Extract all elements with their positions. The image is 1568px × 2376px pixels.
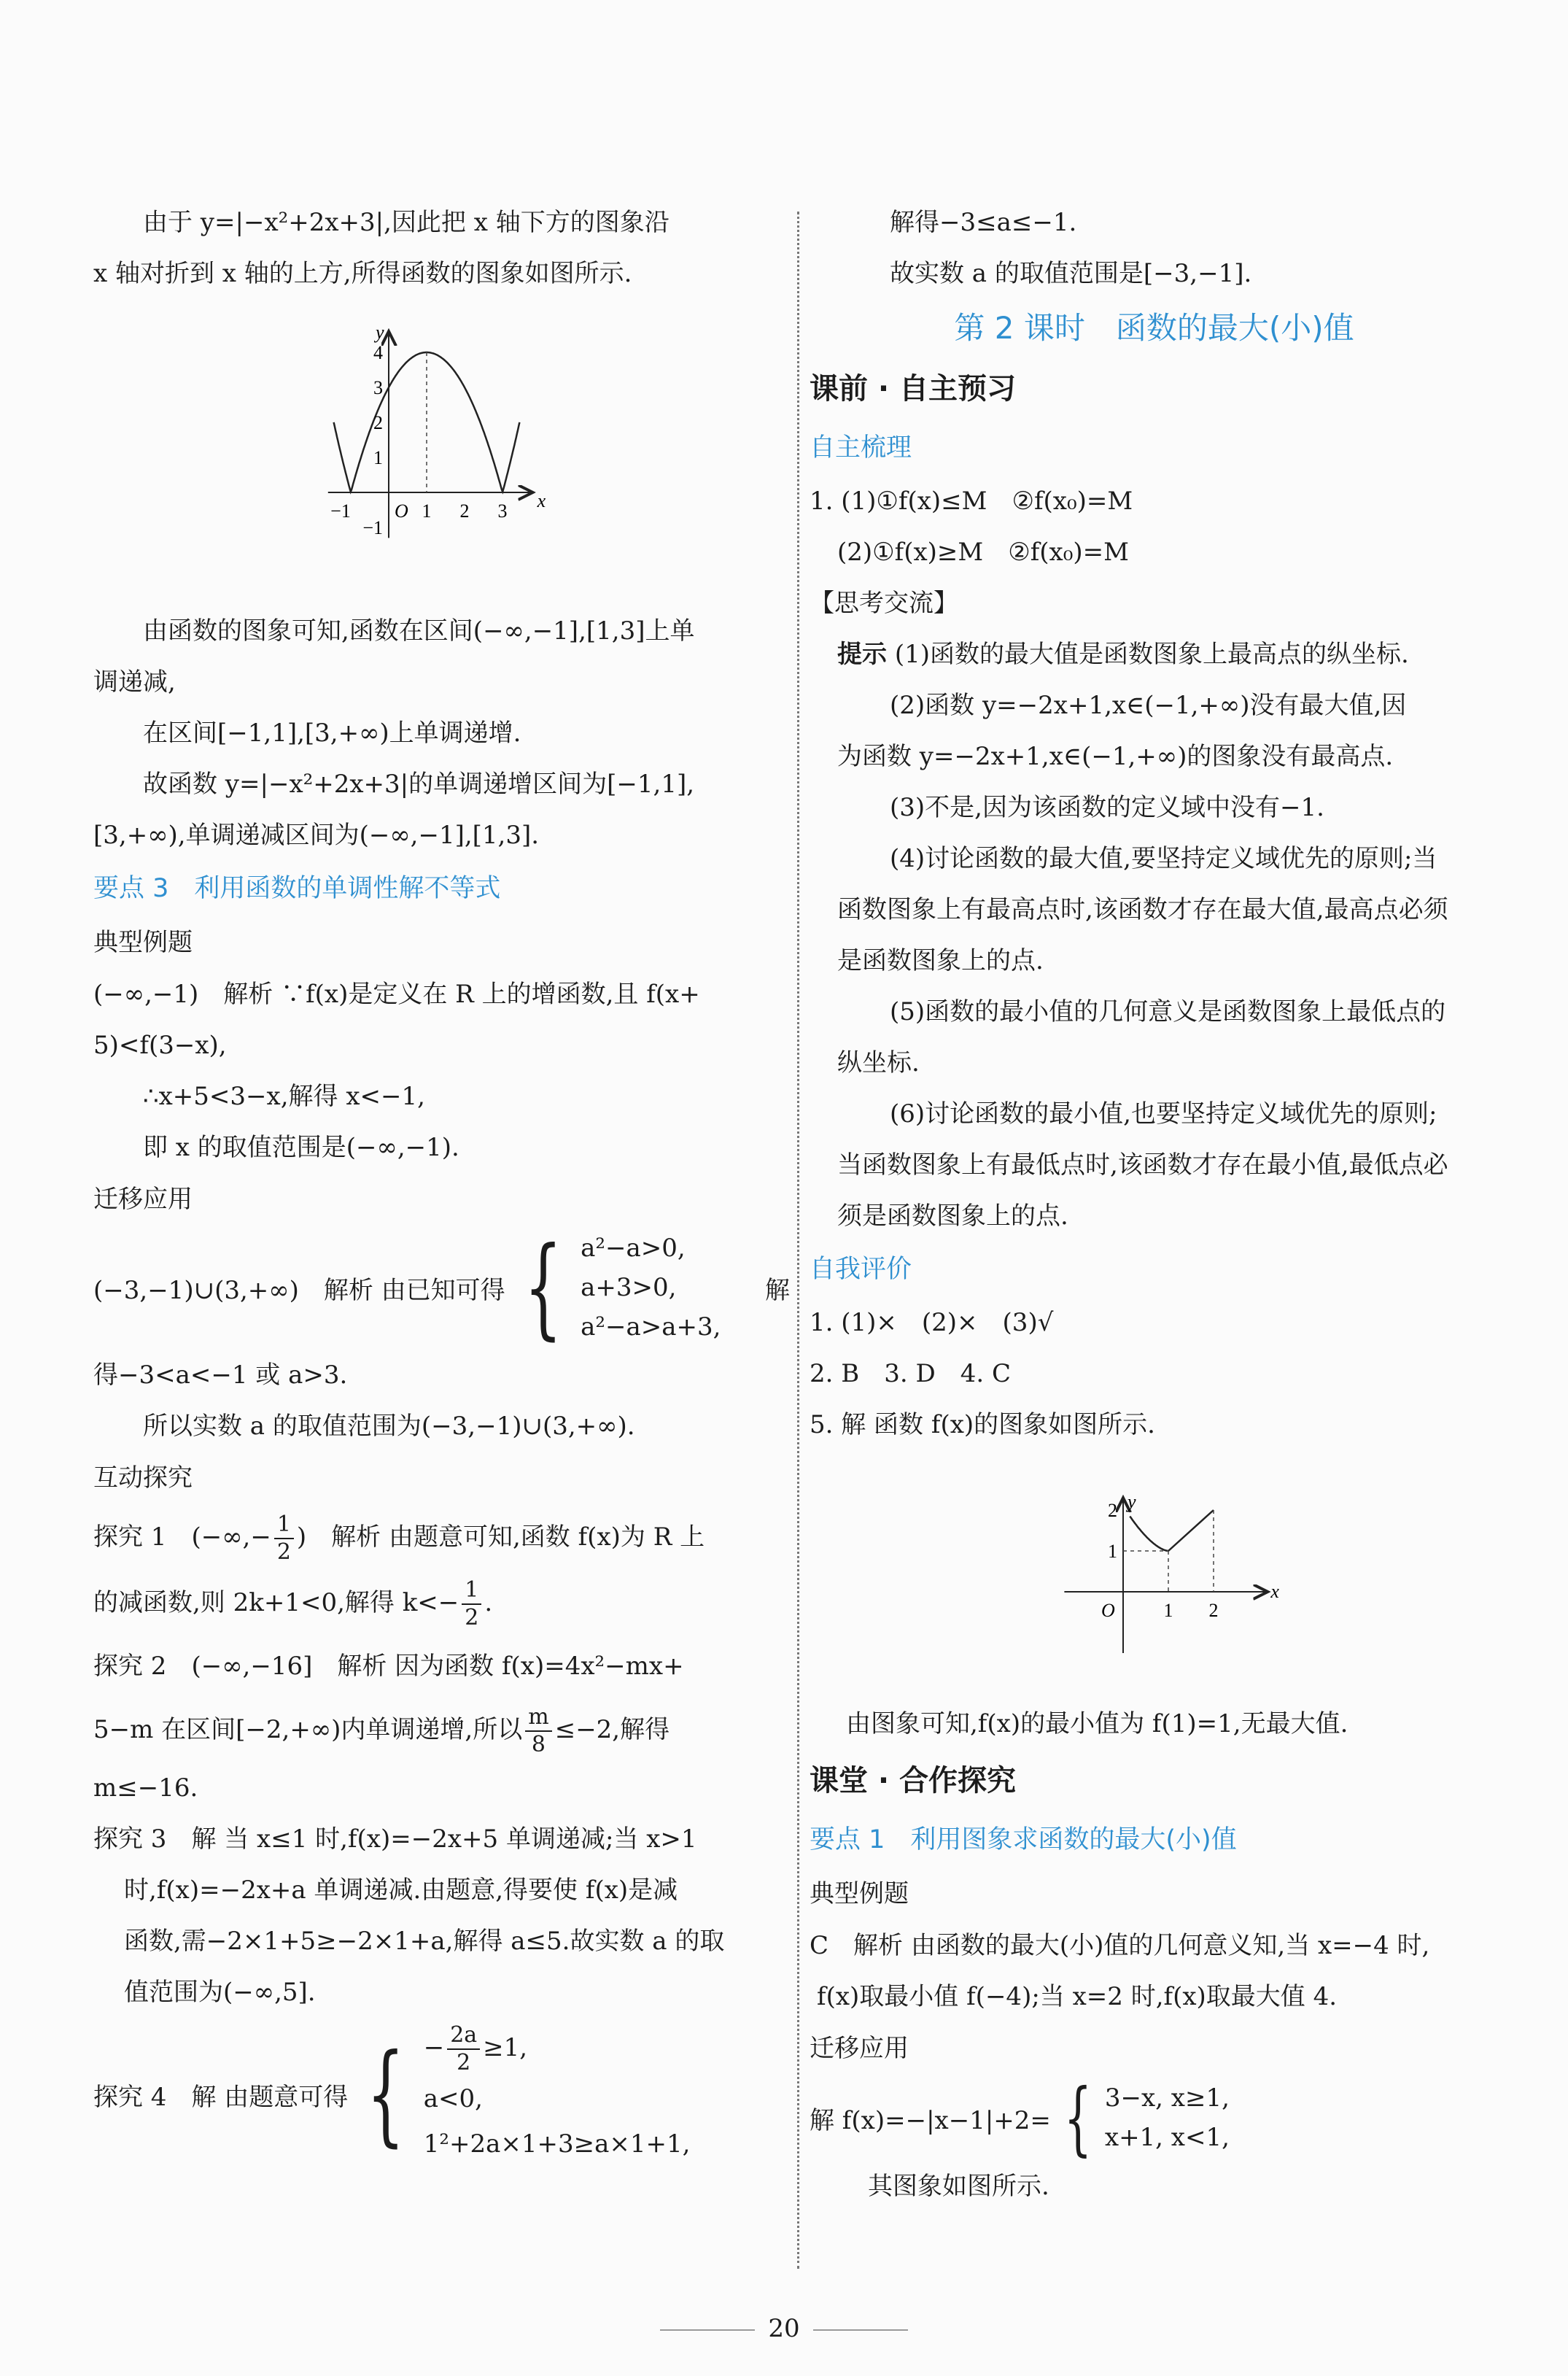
section-heading: 自主梳理 <box>810 433 912 463</box>
system-lines <box>581 1228 721 1347</box>
text-line: 当函数图象上有最低点时,该函数才存在最小值,最低点必 <box>837 1150 1448 1180</box>
text-line: 所以实数 a 的取值范围为(−3,−1)∪(3,+∞). <box>143 1412 635 1441</box>
brace: { <box>1063 2071 1092 2164</box>
text-line: 在区间[−1,1],[3,+∞)上单调递增. <box>143 719 521 748</box>
text-line: 为函数 y=−2x+1,x∈(−1,+∞)的图象没有最高点. <box>837 742 1394 771</box>
text-line: 值范围为(−∞,5]. <box>124 1978 316 2007</box>
graph2-plot <box>1064 1491 1279 1653</box>
subheading: 典型例题 <box>810 1879 909 1908</box>
fraction <box>525 1704 551 1758</box>
part-heading: 课前 · 自主预习 <box>810 372 1017 406</box>
text-line: 5)<f(3−x), <box>93 1031 227 1060</box>
text-line: f(x)取最小值 f(−4);当 x=2 时,f(x)取最大值 4. <box>817 1982 1338 2011</box>
text-line <box>93 1697 790 1762</box>
section-heading: 要点 3 利用函数的单调性解不等式 <box>93 874 501 903</box>
text-line: 故函数 y=|−x²+2x+3|的单调递增区间为[−1,1], <box>143 770 695 799</box>
origin-label: O <box>1101 1600 1115 1621</box>
text-line: 解得−3≤a≤−1. <box>890 208 1077 237</box>
graph-svg <box>93 306 790 598</box>
lesson-title: 第 2 课时 函数的最大(小)值 <box>954 310 1354 346</box>
brace: { <box>524 1224 562 1351</box>
footer-rule <box>660 2329 755 2331</box>
page-footer <box>0 2314 1568 2343</box>
graph-svg <box>810 1460 1499 1694</box>
text-span: 探究 1 (−∞,− <box>93 1522 271 1552</box>
text-line: 调递减, <box>93 667 176 697</box>
part-heading: 课堂 · 合作探究 <box>810 1764 1017 1798</box>
system-line: 3−x, x≥1, <box>1104 2083 1230 2113</box>
text-line: 5. 解 函数 f(x)的图象如图所示. <box>810 1410 1155 1439</box>
abs-quadratic-graph <box>93 306 790 598</box>
text-line: 即 x 的取值范围是(−∞,−1). <box>143 1133 459 1162</box>
origin-label: O <box>395 500 408 522</box>
text-line: m≤−16. <box>93 1773 198 1803</box>
fraction <box>447 2022 480 2076</box>
piecewise-graph <box>810 1460 1499 1694</box>
text-line: (4)讨论函数的最大值,要坚持定义域优先的原则;当 <box>890 844 1437 873</box>
text-line: 函数,需−2×1+5≥−2×1+a,解得 a≤5.故实数 a 的取 <box>124 1927 725 1956</box>
text-line <box>810 629 1499 680</box>
x-tick-label: −1 <box>330 500 351 522</box>
text-line: 探究 2 (−∞,−16] 解析 因为函数 f(x)=4x²−mx+ <box>93 1652 684 1681</box>
fraction <box>462 1577 481 1631</box>
y-tick-label: 3 <box>373 377 383 398</box>
text-line: 故实数 a 的取值范围是[−3,−1]. <box>890 259 1252 288</box>
y-axis-label: y <box>1128 1491 1136 1513</box>
numerator: 1 <box>274 1512 294 1539</box>
piecewise-definition <box>810 2071 1499 2164</box>
text-line: x 轴对折到 x 轴的上方,所得函数的图象如图所示. <box>93 259 632 288</box>
text-line: 【思考交流】 <box>810 589 958 618</box>
text-line: 由图象可知,f(x)的最小值为 f(1)=1,无最大值. <box>846 1709 1348 1738</box>
x-axis-label: x <box>1270 1581 1279 1602</box>
text-line <box>93 1504 790 1570</box>
footer-rule <box>813 2329 908 2331</box>
text-line: 须是函数图象上的点. <box>837 1201 1068 1231</box>
numerator: m <box>525 1704 551 1732</box>
x-axis-label: x <box>537 490 546 511</box>
text-line: (2)①f(x)≥M ②f(x₀)=M <box>837 538 1129 567</box>
text-span: . <box>484 1588 493 1617</box>
text-span: 解 <box>765 1275 790 1305</box>
system-lines <box>1105 2078 1230 2157</box>
x-tick-label: 2 <box>459 500 470 522</box>
subheading: 典型例题 <box>93 928 193 957</box>
column-divider <box>797 212 799 2269</box>
text-line: 纵坐标. <box>837 1048 920 1077</box>
x-tick-label: 1 <box>422 500 432 522</box>
left-column <box>93 197 790 2167</box>
text-span: 5−m 在区间[−2,+∞)内单调递增,所以 <box>93 1715 523 1744</box>
text-span: 解 f(x)=−|x−1|+2= <box>810 2105 1051 2135</box>
text-line: (5)函数的最小值的几何意义是函数图象上最低点的 <box>890 997 1446 1026</box>
subheading: 互动探究 <box>93 1463 193 1493</box>
denominator: 8 <box>531 1732 546 1757</box>
inequality-system-line <box>93 1224 790 1351</box>
right-column <box>810 197 1499 2212</box>
text-line: (2)函数 y=−2x+1,x∈(−1,+∞)没有最大值,因 <box>890 691 1407 720</box>
x-tick-label: 1 <box>1163 1600 1173 1621</box>
denominator: 2 <box>457 2050 471 2075</box>
text-line <box>93 1570 790 1636</box>
system-lines <box>424 2022 691 2167</box>
system-line: x+1, x<1, <box>1104 2123 1230 2152</box>
text-span: (1)函数的最大值是函数图象上最高点的纵坐标. <box>894 640 1409 669</box>
graph1-plot <box>328 322 546 538</box>
text-line: 由函数的图象可知,函数在区间(−∞,−1],[1,3]上单 <box>143 616 695 646</box>
text-line: 其图象如图所示. <box>868 2172 1049 2201</box>
text-line: 得−3<a<−1 或 a>3. <box>93 1361 348 1390</box>
y-tick-label: 4 <box>373 342 383 363</box>
y-tick-label: 2 <box>1108 1500 1117 1521</box>
y-tick-label: −1 <box>362 517 383 538</box>
system-line: a²−a>0, <box>581 1234 686 1263</box>
text-line: 函数图象上有最高点时,该函数才存在最大值,最高点必须 <box>837 895 1448 924</box>
text-line: 时,f(x)=−2x+a 单调递减.由题意,得要使 f(x)是减 <box>124 1876 678 1905</box>
denominator: 2 <box>276 1539 291 1565</box>
section-heading: 自我评价 <box>810 1255 912 1284</box>
x-tick-label: 3 <box>497 500 508 522</box>
text-span: (−3,−1)∪(3,+∞) 解析 由已知可得 <box>93 1275 505 1305</box>
denominator: 2 <box>465 1605 479 1630</box>
text-line: 1. (1)× (2)× (3)√ <box>810 1308 1054 1337</box>
text-line: (6)讨论函数的最小值,也要坚持定义域优先的原则; <box>890 1099 1437 1129</box>
numerator: 1 <box>462 1577 481 1605</box>
y-axis-label: y <box>376 322 384 344</box>
text-line: [3,+∞),单调递减区间为(−∞,−1],[1,3]. <box>93 821 540 850</box>
text-span: ) 解析 由题意可知,函数 f(x)为 R 上 <box>296 1522 705 1552</box>
text-line: C 解析 由函数的最大(小)值的几何意义知,当 x=−4 时, <box>810 1931 1430 1960</box>
curve-piecewise <box>1130 1510 1214 1551</box>
numerator: 2a <box>447 2022 480 2050</box>
hint-label: 提示 <box>837 640 887 669</box>
text-line: 2. B 3. D 4. C <box>810 1359 1012 1388</box>
text-line: 1. (1)①f(x)≤M ②f(x₀)=M <box>810 487 1133 516</box>
x-tick-label: 2 <box>1208 1600 1219 1621</box>
subheading: 迁移应用 <box>93 1185 193 1214</box>
subheading: 迁移应用 <box>810 2034 909 2063</box>
y-tick-label: 1 <box>373 447 383 468</box>
system-line: a²−a>a+3, <box>581 1312 721 1342</box>
fraction <box>274 1512 294 1566</box>
inequality-system-line <box>93 2022 790 2167</box>
y-tick-label: 2 <box>373 412 383 433</box>
page-number: 20 <box>768 2314 800 2343</box>
text-line: 由于 y=|−x²+2x+3|,因此把 x 轴下方的图象沿 <box>143 208 669 237</box>
system-line: 1²+2a×1+3≥a×1+1, <box>423 2129 691 2159</box>
text-line: ∴x+5<3−x,解得 x<−1, <box>143 1082 425 1111</box>
y-tick-label: 1 <box>1108 1541 1117 1562</box>
text-line: (3)不是,因为该函数的定义域中没有−1. <box>890 793 1324 822</box>
system-line: a+3>0, <box>581 1273 677 1302</box>
section-heading: 要点 1 利用图象求函数的最大(小)值 <box>810 1825 1237 1854</box>
text-span: ≥1, <box>483 2033 528 2062</box>
text-line: (−∞,−1) 解析 ∵f(x)是定义在 R 上的增函数,且 f(x+ <box>93 980 700 1009</box>
system-line: − $\frac{2a}{2}$ ≥1, <box>423 2022 528 2075</box>
brace: { <box>366 2031 405 2158</box>
system-line: a<0, <box>423 2084 483 2113</box>
text-span: ≤−2,解得 <box>554 1715 670 1744</box>
text-line: 是函数图象上的点. <box>837 946 1044 975</box>
text-span: 探究 4 解 由题意可得 <box>93 2082 349 2112</box>
text-line: 探究 3 解 当 x≤1 时,f(x)=−2x+5 单调递减;当 x>1 <box>93 1824 697 1854</box>
text-span: 的减函数,则 2k+1<0,解得 k<− <box>93 1588 459 1617</box>
